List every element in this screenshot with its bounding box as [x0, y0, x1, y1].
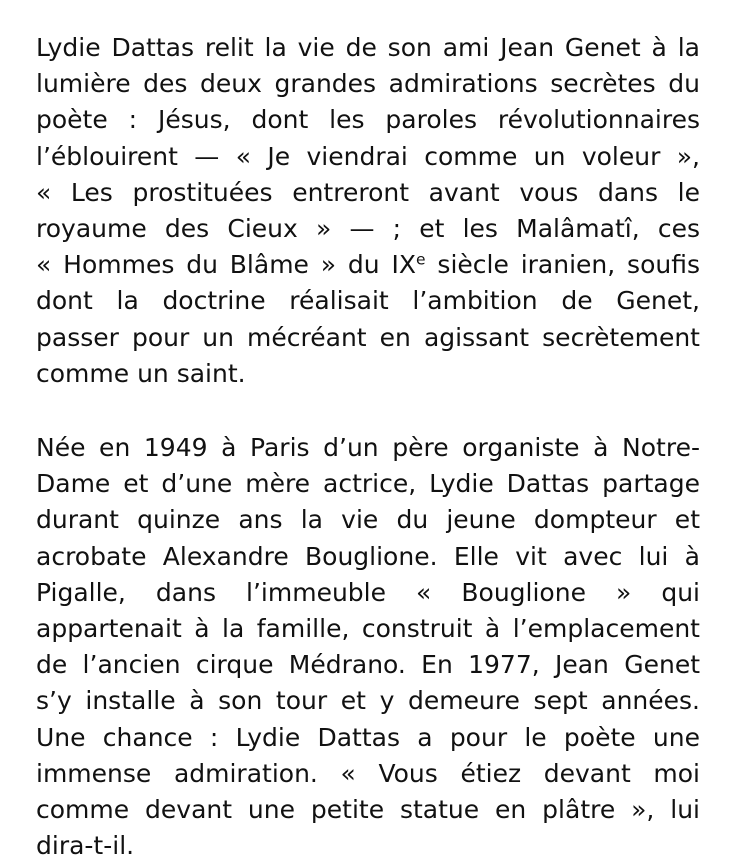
text-line: immense admiration. « Vous étiez devant moi [36, 758, 700, 788]
text-line: Lydie Dattas relit la vie de son ami Jean Genet à la [36, 33, 700, 62]
text-line: comme un saint. [36, 358, 246, 388]
text-line: de l’ancien cirque Médrano. En 1977, Jean Genet [36, 650, 700, 680]
text-line: dont la doctrine réalisait l’ambition de Genet, [36, 286, 700, 316]
text-line: comme devant une petite statue en plâtre », lui [36, 795, 700, 825]
paragraph-summary [36, 30, 700, 392]
text-line [36, 247, 700, 283]
text-line: Pigalle, dans l’immeuble « Bouglione » qui [36, 577, 700, 607]
text-line: Dame et d’une mère actrice, Lydie Dattas partage [36, 469, 700, 499]
superscript: e [416, 250, 426, 269]
text-line: royaume des Cieux » — ; et les Malâmatî, ces [36, 214, 700, 244]
text-line: lumière des deux grandes admirations secrètes du [36, 69, 700, 99]
text-segment: « Hommes du Blâme » du IX [36, 250, 417, 280]
text-line: Née en 1949 à Paris d’un père organiste à Notre- [36, 433, 700, 463]
text-line: poète : Jésus, dont les paroles révolutionnaires [36, 105, 700, 135]
text-line: appartenait à la famille, construit à l’emplacement [36, 614, 700, 644]
text-segment: siècle iranien, soufis [425, 250, 700, 280]
text-line: dira-t-il. [36, 831, 135, 861]
text-line: acrobate Alexandre Bouglione. Elle vit avec lui à [36, 541, 700, 571]
text-line: Une chance : Lydie Dattas a pour le poète une [36, 722, 700, 752]
text-line: « Les prostituées entreront avant vous dans le [36, 177, 700, 207]
text-line: passer pour un mécréant en agissant secrètement [36, 322, 700, 352]
text-line: s’y installe à son tour et y demeure sept années. [36, 686, 700, 716]
paragraph-biography [36, 430, 700, 864]
text-page [36, 30, 700, 864]
text-line: l’éblouirent — « Je viendrai comme un voleur », [36, 141, 700, 171]
text-line: durant quinze ans la vie du jeune dompteur et [36, 505, 700, 535]
